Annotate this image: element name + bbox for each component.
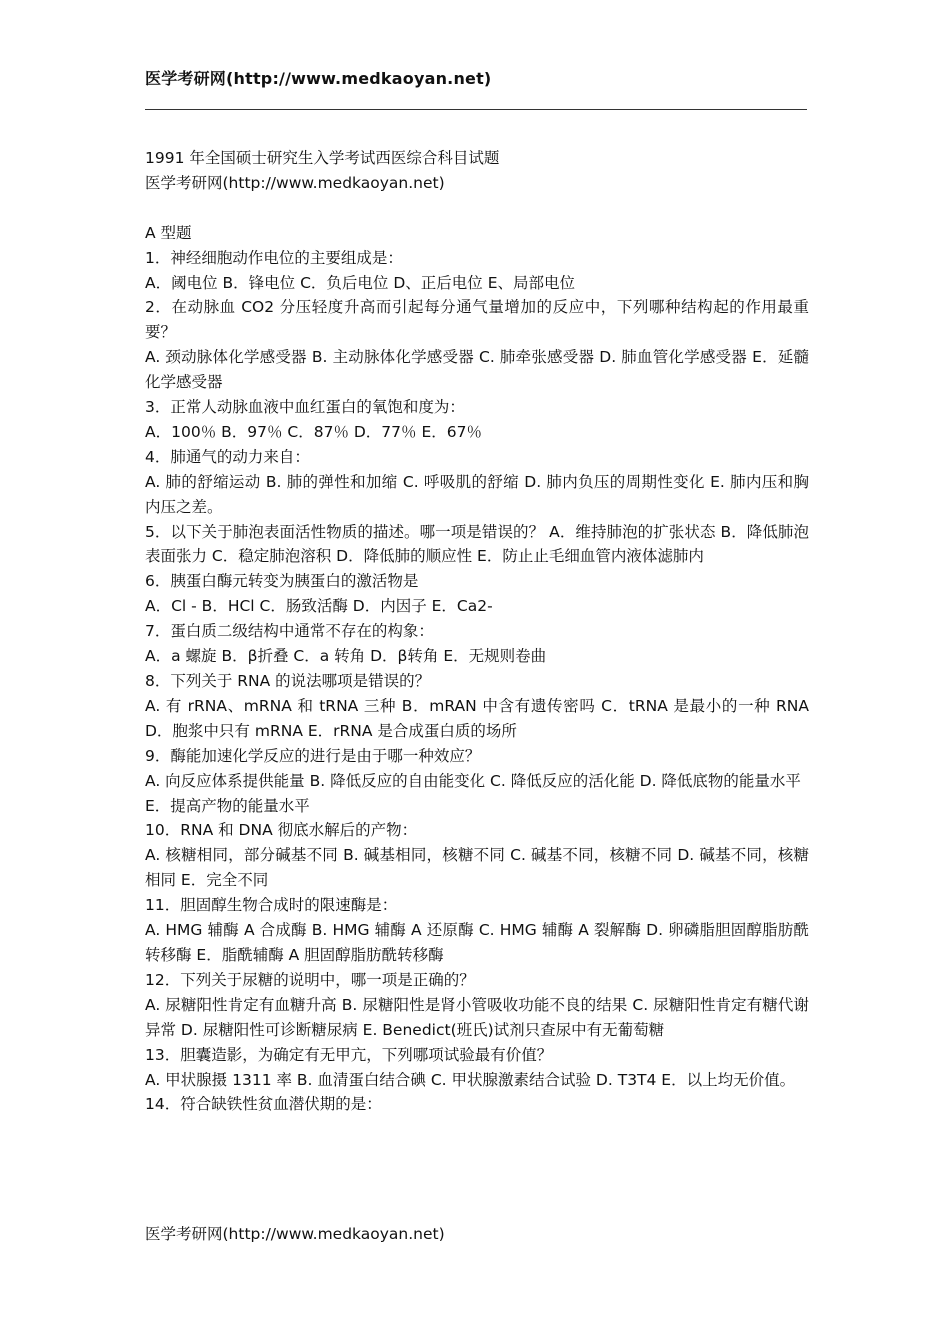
question-6: 6．胰蛋白酶元转变为胰蛋白的激活物是 <box>145 572 419 591</box>
options-2: A. 颈动脉体化学感受器 B. 主动脉体化学感受器 C. 肺牵张感受器 D. 肺血管化学感受器 E．延髓化学感受器 <box>145 348 809 392</box>
document-source: 医学考研网(http://www.medkaoyan.net) <box>145 173 445 192</box>
options-7: A．a 螺旋 B．β折叠 C．a 转角 D．β转角 E．无规则卷曲 <box>145 647 547 666</box>
question-9: 9．酶能加速化学反应的进行是由于哪一种效应？ <box>145 746 481 765</box>
header-title: 医学考研网(http://www.medkaoyan.net) <box>145 69 492 88</box>
options-9: A. 向反应体系提供能量 B. 降低反应的自由能变化 C. 降低反应的活化能 D. 降低底物的能量水平 <box>145 771 801 790</box>
blank-line <box>145 196 809 221</box>
question-5: 5．以下关于肺泡表面活性物质的描述。哪一项是错误的？ A．维持肺泡的扩张状态 B．降低肺泡表面张力 C．稳定肺泡溶积 D．降低肺的顺应性 E．防止止毛细血管内液体滤肺内 <box>145 522 809 566</box>
question-7: 7．蛋白质二级结构中通常不存在的构象： <box>145 622 434 641</box>
section-heading: A 型题 <box>145 223 192 242</box>
options-12: A. 尿糖阳性肯定有血糖升高 B. 尿糖阳性是肾小管吸收功能不良的结果 C. 尿糖阳性肯定有糖代谢异常 D. 尿糖阳性可诊断糖尿病 E. Benedict(班氏)试剂只查尿中有无葡萄糖 <box>145 995 809 1039</box>
question-13: 13．胆囊造影，为确定有无甲亢，下列哪项试验最有价值？ <box>145 1045 553 1064</box>
question-8: 8．下列关于 RNA 的说法哪项是错误的？ <box>145 672 431 691</box>
document-body <box>145 146 809 1117</box>
options-1: A．阈电位 B．锋电位 C．负后电位 D、正后电位 E、局部电位 <box>145 273 575 292</box>
question-11: 11．胆固醇生物合成时的限速酶是： <box>145 896 398 915</box>
question-2: 2．在动脉血 CO2 分压轻度升高而引起每分通气量增加的反应中，下列哪种结构起的作用最重要？ <box>145 298 809 342</box>
document-title: 1991 年全国硕士研究生入学考试西医综合科目试题 <box>145 149 500 167</box>
options-13: A. 甲状腺摄 1311 率 B. 血清蛋白结合碘 C. 甲状腺激素结合试验 D. T3T4 E．以上均无价值。 <box>145 1070 796 1089</box>
options-4: A. 肺的舒缩运动 B. 肺的弹性和加缩 C. 呼吸肌的舒缩 D. 肺内负压的周期性变化 E. 肺内压和胸内压之差。 <box>145 472 809 516</box>
question-14: 14．符合缺铁性贫血潜伏期的是： <box>145 1095 382 1114</box>
options-3: A．100％ B．97％ C．87％ D．77％ E．67％ <box>145 422 482 441</box>
question-4: 4．肺通气的动力来自： <box>145 447 310 466</box>
options-11: A. HMG 辅酶 A 合成酶 B. HMG 辅酶 A 还原酶 C. HMG 辅酶 A 裂解酶 D. 卵磷脂胆固醇脂肪酰转移酶 E．脂酰辅酶 A 胆固醇脂肪酰转移酶 <box>145 921 809 964</box>
question-12: 12．下列关于尿糖的说明中，哪一项是正确的？ <box>145 970 475 989</box>
options-10: A. 核糖相同，部分碱基不同 B. 碱基相同，核糖不同 C. 碱基不同，核糖不同 D. 碱基不同，核糖相同 E．完全不同 <box>145 846 809 890</box>
options-8: A. 有 rRNA、mRNA 和 tRNA 三种 B．mRAN 中含有遗传密吗 C．tRNA 是最小的一种 RNA D．胞浆中只有 mRNA E．rRNA 是合成蛋白质的场所 <box>145 696 809 740</box>
options-9-cont: E．提高产物的能量水平 <box>145 796 310 815</box>
question-10: 10．RNA 和 DNA 彻底水解后的产物： <box>145 821 418 840</box>
footer-text: 医学考研网(http://www.medkaoyan.net) <box>145 1225 445 1243</box>
options-6: A．Cl - B．HCl C．肠致活酶 D．内因子 E．Ca2- <box>145 597 493 616</box>
question-1: 1．神经细胞动作电位的主要组成是： <box>145 248 403 267</box>
header-divider <box>145 109 807 110</box>
question-3: 3．正常人动脉血液中血红蛋白的氧饱和度为： <box>145 398 465 417</box>
